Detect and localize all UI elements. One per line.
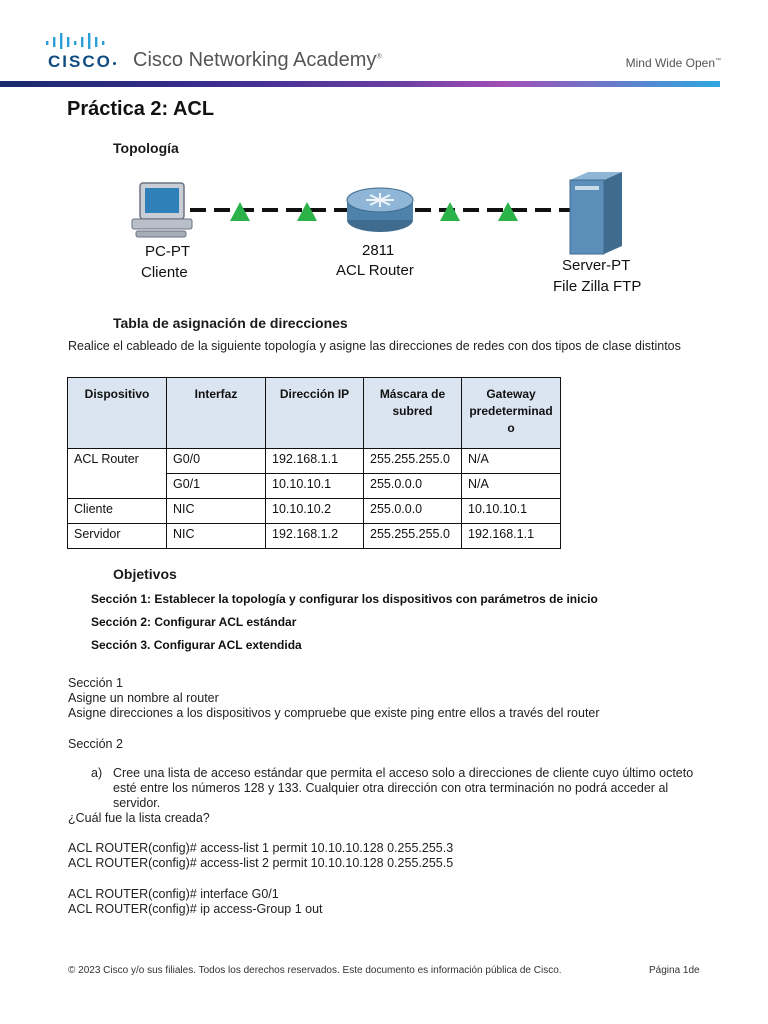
address-table-heading: Tabla de asignación de direcciones [113, 315, 348, 331]
table-cell: 255.255.255.0 [364, 524, 462, 549]
pc-model-label: PC-PT [145, 243, 190, 260]
table-header-row [68, 378, 561, 449]
topology-heading: Topología [113, 140, 179, 156]
table-cell: N/A [462, 474, 561, 499]
objective-item: Sección 1: Establecer la topología y configurar los dispositivos con parámetros de inicio [91, 592, 598, 606]
col-header: Dirección IP [266, 378, 364, 449]
cisco-wordmark: CISCO [48, 52, 112, 71]
table-row [68, 449, 561, 474]
server-model-label: Server-PT [562, 257, 631, 274]
command-line: ACL ROUTER(config)# ip access-Group 1 out [68, 902, 323, 916]
footer-page-number: Página 1de [649, 965, 700, 976]
table-row [68, 524, 561, 549]
table-cell: Cliente [68, 499, 167, 524]
col-header: Interfaz [167, 378, 266, 449]
section1-line: Asigne un nombre al router [68, 691, 219, 705]
table-cell: 192.168.1.2 [266, 524, 364, 549]
router-name-label: ACL Router [336, 262, 414, 279]
table-cell: 255.255.255.0 [364, 449, 462, 474]
server-name-label: File Zilla FTP [553, 278, 642, 295]
section1-title: Sección 1 [68, 676, 123, 690]
section2-title: Sección 2 [68, 737, 123, 751]
objective-item: Sección 2: Configurar ACL estándar [91, 615, 297, 629]
col-header: Máscara de subred [364, 378, 462, 449]
footer-copyright: © 2023 Cisco y/o sus filiales. Todos los derechos reservados. Este documento es información pública de Cisco. [68, 965, 562, 976]
table-cell: 10.10.10.2 [266, 499, 364, 524]
table-row [68, 499, 561, 524]
table-cell: ACL Router [68, 449, 167, 499]
table-cell: 10.10.10.1 [266, 474, 364, 499]
academy-title: Cisco Networking Academy® [133, 49, 382, 71]
table-cell: G0/1 [167, 474, 266, 499]
command-line: ACL ROUTER(config)# access-list 2 permit 10.10.10.128 0.255.255.5 [68, 856, 454, 870]
section1-line: Asigne direcciones a los dispositivos y compruebe que existe ping entre ellos a través del router [68, 706, 600, 720]
command-line: ACL ROUTER(config)# access-list 1 permit 10.10.10.128 0.255.255.3 [68, 841, 454, 855]
page-title: Práctica 2: ACL [67, 98, 215, 120]
router-icon [347, 188, 413, 232]
address-table [67, 377, 561, 549]
table-cell: 192.168.1.1 [266, 449, 364, 474]
cisco-dot [113, 62, 116, 65]
table-cell: G0/0 [167, 449, 266, 474]
col-header: Dispositivo [68, 378, 167, 449]
router-model-label: 2811 [362, 242, 395, 259]
tagline: Mind Wide Open™ [625, 56, 721, 70]
objectives-heading: Objetivos [113, 566, 177, 582]
table-cell: 255.0.0.0 [364, 474, 462, 499]
pc-icon [132, 183, 192, 237]
col-header: Gateway predeterminad o [462, 378, 561, 449]
table-cell: NIC [167, 499, 266, 524]
address-table-intro: Realice el cableado de la siguiente topología y asigne las direcciones de redes con dos tipos de clase distintos [68, 339, 681, 353]
server-icon [570, 172, 622, 254]
pc-name-label: Cliente [141, 264, 188, 281]
header-divider [0, 81, 720, 87]
cisco-logo-icon [46, 33, 116, 49]
table-cell: 10.10.10.1 [462, 499, 561, 524]
table-cell: 192.168.1.1 [462, 524, 561, 549]
page-header [0, 0, 768, 88]
list-item-text: Cree una lista de acceso estándar que permita el acceso solo a direcciones de cliente cuyo último octeto esté entre los números 128 y 133. Cualquier otra dirección con otra terminación no podrá acceder al servidor. [113, 766, 694, 810]
table-cell: 255.0.0.0 [364, 499, 462, 524]
list-marker: a) [91, 766, 103, 780]
section2-question: ¿Cuál fue la lista creada? [68, 811, 210, 825]
table-cell: Servidor [68, 524, 167, 549]
table-cell: N/A [462, 449, 561, 474]
objective-item: Sección 3. Configurar ACL extendida [91, 638, 302, 652]
command-line: ACL ROUTER(config)# interface G0/1 [68, 887, 279, 901]
table-cell: NIC [167, 524, 266, 549]
